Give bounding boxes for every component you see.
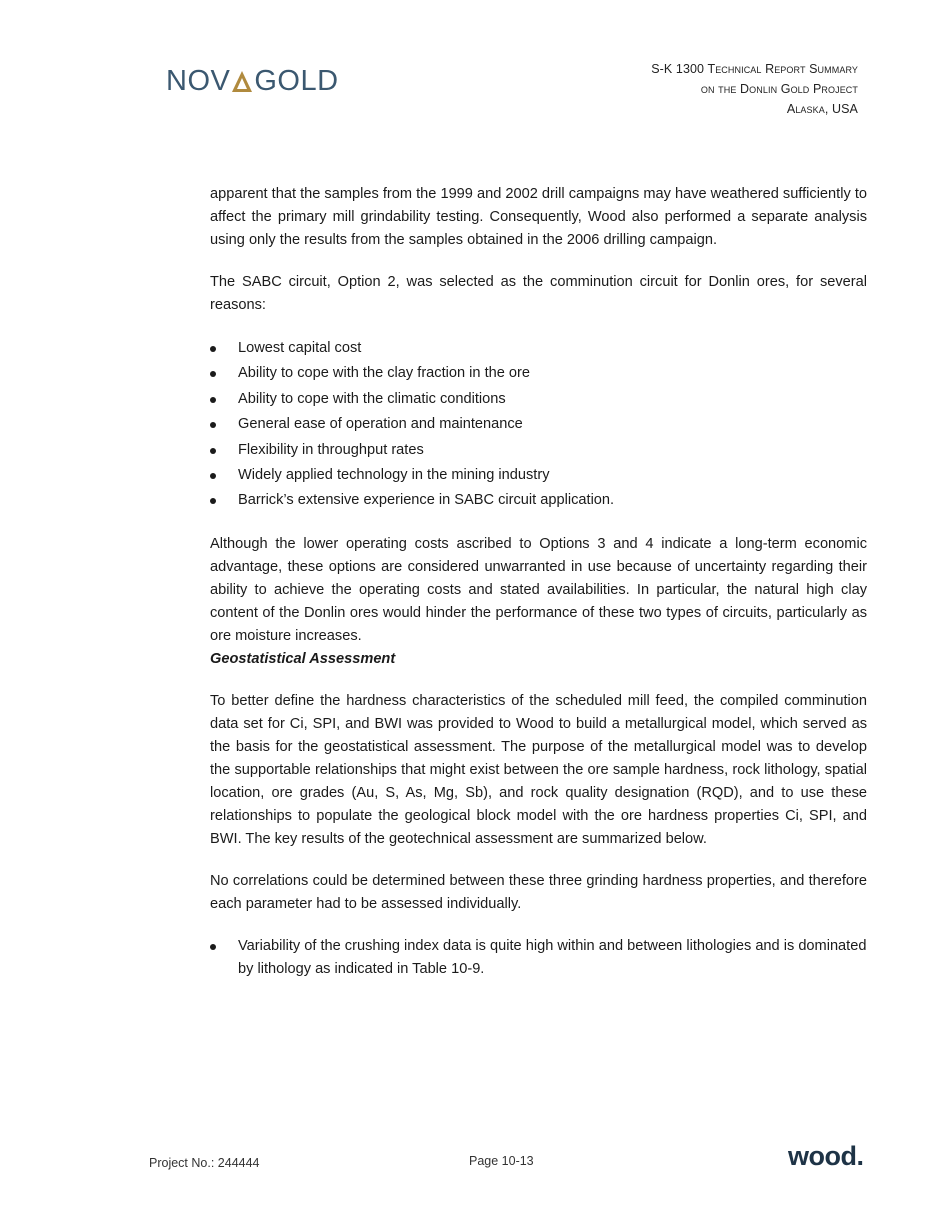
findings-list bbox=[210, 935, 867, 981]
novagold-logo bbox=[166, 64, 339, 98]
report-title-line-1: S-K 1300 Technical Report Summary bbox=[651, 62, 858, 76]
document-body bbox=[210, 183, 867, 981]
bullet-icon bbox=[210, 498, 216, 504]
paragraph-weathering: apparent that the samples from the 1999 and 2002 drill campaigns may have weathered sufficiently to affect the primary mill grindability testing. Consequently, Wood also performed a separate analysis using only the results from the samples obtained in the 2006 drilling campaign. bbox=[210, 186, 867, 248]
paragraph-options-comparison: Although the lower operating costs ascribed to Options 3 and 4 indicate a long-term economic advantage, these options are considered unwarranted in use because of uncertainty regarding their ability to achieve the operating costs and stated availabilities. In particular, the natural high clay content of the Donlin ores would hinder the performance of these two types of circuits, particularly as ore moisture increases. bbox=[210, 535, 867, 644]
list-item: Ability to cope with the climatic conditions bbox=[210, 387, 867, 412]
bullet-icon bbox=[210, 473, 216, 479]
page-number: Page 10-13 bbox=[469, 1154, 534, 1168]
bullet-icon bbox=[210, 944, 216, 950]
logo-triangle-icon bbox=[231, 69, 253, 93]
wood-logo: wood. bbox=[788, 1141, 864, 1171]
report-title-line-3: Alaska, USA bbox=[786, 102, 858, 116]
reasons-list bbox=[210, 336, 867, 514]
bullet-icon bbox=[210, 371, 216, 377]
list-item: Flexibility in throughput rates bbox=[210, 438, 867, 463]
report-title bbox=[651, 59, 858, 119]
project-number-value: 244444 bbox=[217, 1156, 260, 1170]
list-item: Widely applied technology in the mining industry bbox=[210, 463, 867, 488]
list-item: Ability to cope with the clay fraction in the ore bbox=[210, 361, 867, 386]
logo-text-right: GOLD bbox=[254, 64, 339, 97]
bullet-icon bbox=[210, 448, 216, 454]
paragraph-metallurgical-model: To better define the hardness characteristics of the scheduled mill feed, the compiled comminution data set for Ci, SPI, and BWI was provided to Wood to build a metallurgical model, which served as the basis for the geostatistical assessment. The purpose of the metallurgical model was to develop the supportable relationships that might exist between the ore sample hardness, rock lithology, spatial location, ore grades (Au, S, As, Mg, Sb), and rock quality designation (RQD), and to use these relationships to populate the geological block model with the ore hardness properties Ci, SPI, and BWI. The key results of the geotechnical assessment are summarized below. bbox=[210, 692, 867, 847]
project-number-label: Project No.: bbox=[149, 1156, 215, 1170]
logo-text-left: NOV bbox=[166, 64, 231, 97]
list-item: Barrick’s extensive experience in SABC circuit application. bbox=[210, 488, 867, 513]
list-item: General ease of operation and maintenance bbox=[210, 412, 867, 437]
paragraph-sabc-selection: The SABC circuit, Option 2, was selected as the comminution circuit for Donlin ores, for several reasons: bbox=[210, 274, 867, 313]
bullet-icon bbox=[210, 346, 216, 352]
report-title-line-2: on the Donlin Gold Project bbox=[700, 82, 858, 96]
section-heading: Geostatistical Assessment bbox=[210, 650, 396, 667]
bullet-icon bbox=[210, 422, 216, 428]
list-item: Variability of the crushing index data is quite high within and between lithologies and is dominated by lithology as indicated in Table 10-9. bbox=[210, 935, 867, 981]
list-item: Lowest capital cost bbox=[210, 336, 867, 361]
paragraph-correlations: No correlations could be determined between these three grinding hardness properties, and therefore each parameter had to be assessed individually. bbox=[210, 872, 867, 912]
bullet-icon bbox=[210, 397, 216, 403]
project-number bbox=[149, 1156, 260, 1170]
